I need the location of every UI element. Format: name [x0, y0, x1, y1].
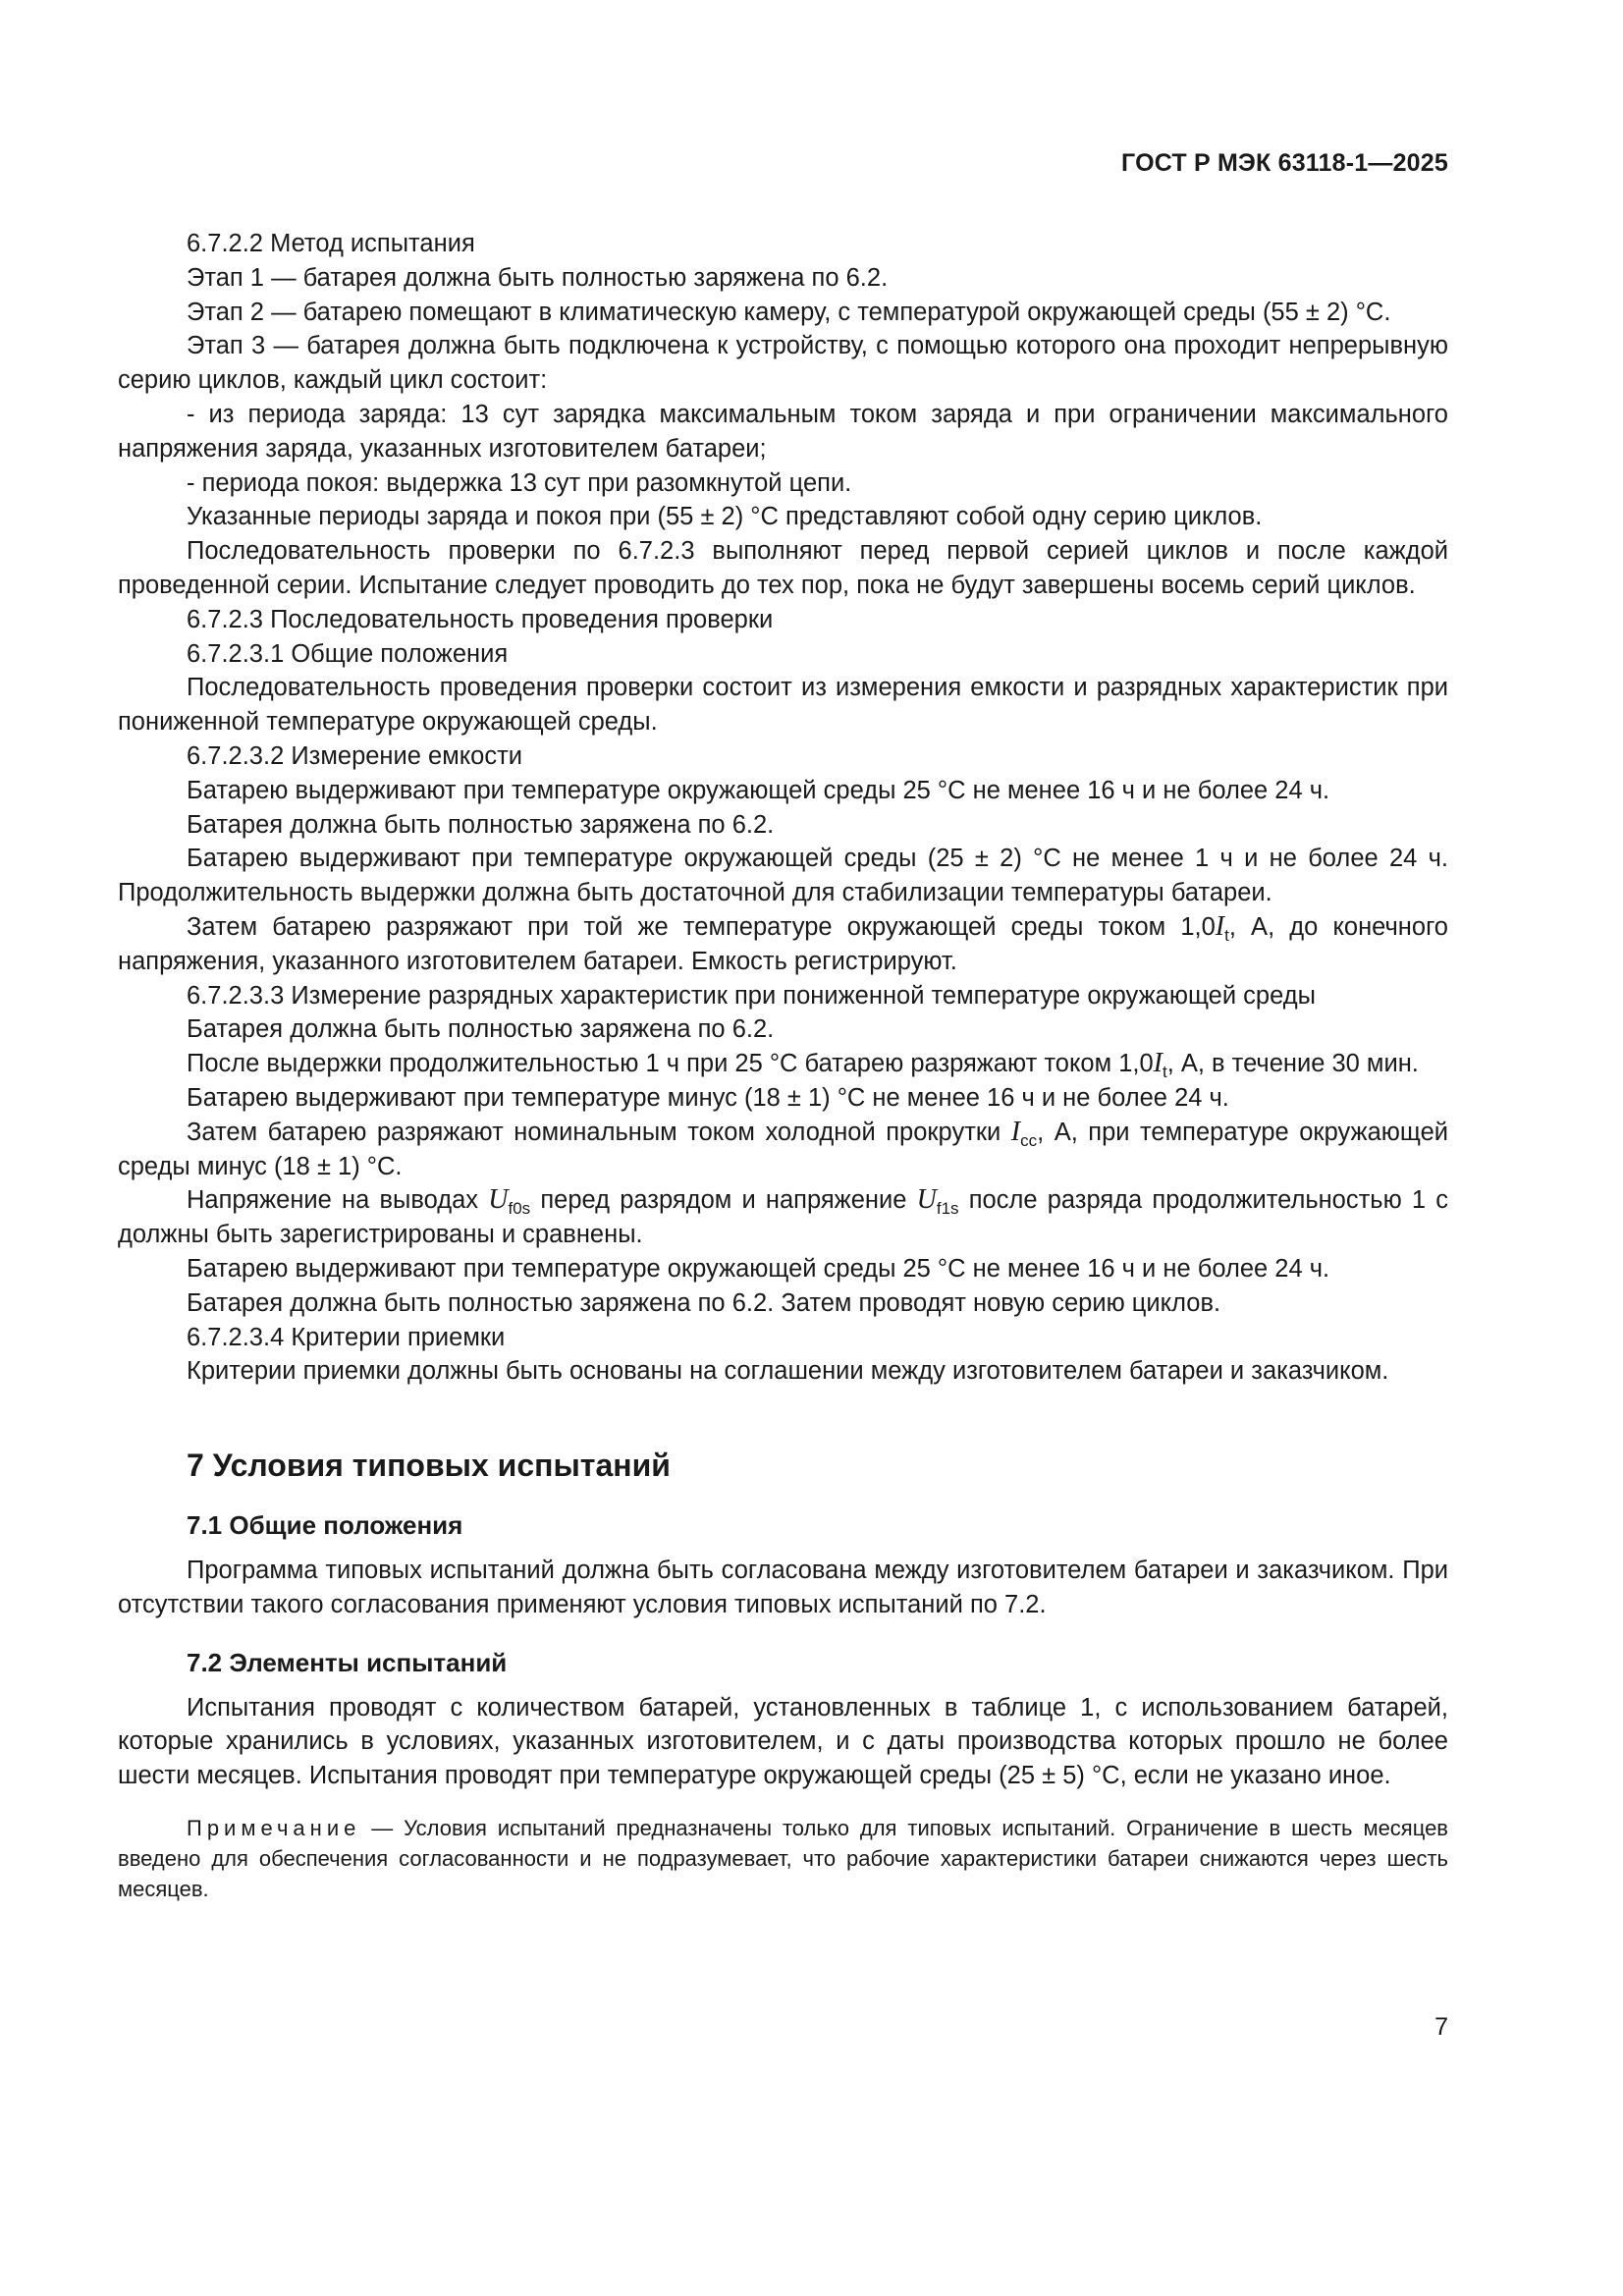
subsection-heading: 7.2 Элементы испытаний	[187, 1647, 508, 1677]
text-run: перед разрядом и напряжение	[530, 1186, 917, 1215]
list-item: - периода покоя: выдержка 13 сут при разомкнутой цепи.	[187, 468, 852, 497]
section-heading: 7 Условия типовых испытаний	[187, 1448, 671, 1484]
note	[118, 1813, 1448, 1904]
paragraph: Испытания проводят с количеством батарей, установленных в таблице 1, с использованием батарей, которые хранились в условиях, указанных изготовителем, и с даты производства которых прошло не более шести месяцев. Испытания проводят при температуре окружающей среды (25 ± 5) °С, если не указано иное.	[118, 1693, 1448, 1790]
subscript: f1s	[936, 1199, 959, 1219]
subscript: cc	[1020, 1130, 1038, 1150]
paragraph: Батарею выдерживают при температуре окружающей среды 25 °С не менее 16 ч и не более 24 ч.	[187, 776, 1330, 804]
paragraph-cold-crank	[118, 1116, 1448, 1184]
subsection-heading: 7.1 Общие положения	[187, 1510, 463, 1541]
paragraph: Этап 1 — батарея должна быть полностью заряжена по 6.2.	[187, 263, 889, 292]
text-run: Затем батарею разряжают при той же температуре окружающей среды током 1,0	[187, 912, 1216, 941]
paragraph: Батарея должна быть полностью заряжена по 6.2.	[187, 810, 775, 839]
paragraph-voltage	[118, 1183, 1448, 1252]
clause-heading: 6.7.2.3 Последовательность проведения проверки	[187, 605, 774, 633]
text-run: , А, при температуре окружающей среды минус (18 ± 1) °С.	[118, 1118, 1448, 1180]
clause-heading: 6.7.2.3.3 Измерение разрядных характеристик при пониженной температуре окружающей среды	[187, 981, 1316, 1010]
clause-heading: 6.7.2.2 Метод испытания	[187, 230, 475, 257]
document-header: ГОСТ Р МЭК 63118-1—2025	[1121, 149, 1448, 177]
paragraph: Этап 3 — батарея должна быть подключена к устройству, с помощью которого она проходит непрерывную серию циклов, каждый цикл состоит:	[118, 332, 1448, 395]
voltage-symbol: U	[488, 1184, 509, 1216]
text-run: , А, в течение 30 мин.	[1166, 1050, 1419, 1078]
current-symbol: I	[1153, 1048, 1163, 1079]
subscript: t	[1162, 1063, 1167, 1082]
note-label: Примечание	[187, 1816, 361, 1841]
paragraph: Этап 2 — батарею помещают в климатическую камеру, с температурой окружающей среды (55 ± 2) °С.	[187, 298, 1391, 326]
current-symbol: I	[1010, 1116, 1021, 1147]
paragraph: Батарея должна быть полностью заряжена по 6.2.	[187, 1015, 775, 1044]
paragraph: Программа типовых испытаний должна быть согласована между изготовителем батареи и заказчиком. При отсутствии такого согласования применяют условия типовых испытаний по 7.2.	[118, 1557, 1448, 1618]
page-number: 7	[1434, 2013, 1448, 2041]
current-symbol: I	[1215, 910, 1225, 942]
paragraph: Батарею выдерживают при температуре окружающей среды 25 °С не менее 16 ч и не более 24 ч.	[187, 1254, 1330, 1283]
paragraph: Критерии приемки должны быть основаны на соглашении между изготовителем батареи и заказчиком.	[187, 1357, 1389, 1386]
paragraph: Указанные периоды заряда и покоя при (55 ± 2) °С представляют собой одну серию циклов.	[187, 503, 1263, 531]
voltage-symbol: U	[916, 1184, 937, 1216]
clause-heading: 6.7.2.3.2 Измерение емкости	[187, 741, 523, 770]
note-text: — Условия испытаний предназначены только для типовых испытаний. Ограничение в шесть месяцев введено для обеспечения согласованности и не подразумевает, что рабочие характеристики батареи снижаются через шесть месяцев.	[118, 1816, 1448, 1902]
subscript: t	[1224, 925, 1229, 945]
paragraph: Последовательность проверки по 6.7.2.3 выполняют перед первой серией циклов и после каждой проведенной серии. Испытание следует проводить до тех пор, пока не будут завершены восемь серий циклов.	[118, 537, 1448, 599]
paragraph-discharge	[118, 910, 1448, 979]
text-run: После выдержки продолжительностью 1 ч при 25 °С батарею разряжают током 1,0	[187, 1050, 1154, 1078]
text-run: Затем батарею разряжают номинальным током холодной прокрутки	[187, 1118, 1011, 1146]
paragraph: Батарея должна быть полностью заряжена по 6.2. Затем проводят новую серию циклов.	[187, 1288, 1221, 1317]
text-run: Напряжение на выводах	[187, 1186, 489, 1215]
paragraph: Батарею выдерживают при температуре окружающей среды (25 ± 2) °С не менее 1 ч и не более 24 ч. Продолжительность выдержки должна быть достаточной для стабилизации температуры батареи.	[118, 845, 1448, 907]
subscript: f0s	[508, 1199, 531, 1219]
text-run: , А, до конечного напряжения, указанного изготовителем батареи. Емкость регистрируют.	[118, 912, 1448, 975]
paragraph: Батарею выдерживают при температуре минус (18 ± 1) °С не менее 16 ч и не более 24 ч.	[187, 1083, 1229, 1112]
text-run: после разряда продолжительностью 1 с должны быть зарегистрированы и сравнены.	[118, 1186, 1449, 1249]
document-body	[118, 227, 1448, 1904]
list-item: - из периода заряда: 13 сут зарядка максимальным током заряда и при ограничении максимального напряжения заряда, указанных изготовителем батареи;	[118, 400, 1448, 463]
paragraph: Последовательность проведения проверки состоит из измерения емкости и разрядных характеристик при пониженной температуре окружающей среды.	[118, 674, 1448, 737]
clause-heading: 6.7.2.3.1 Общие положения	[187, 639, 509, 668]
paragraph-after-hold	[118, 1047, 1448, 1081]
clause-heading: 6.7.2.3.4 Критерии приемки	[187, 1323, 506, 1351]
